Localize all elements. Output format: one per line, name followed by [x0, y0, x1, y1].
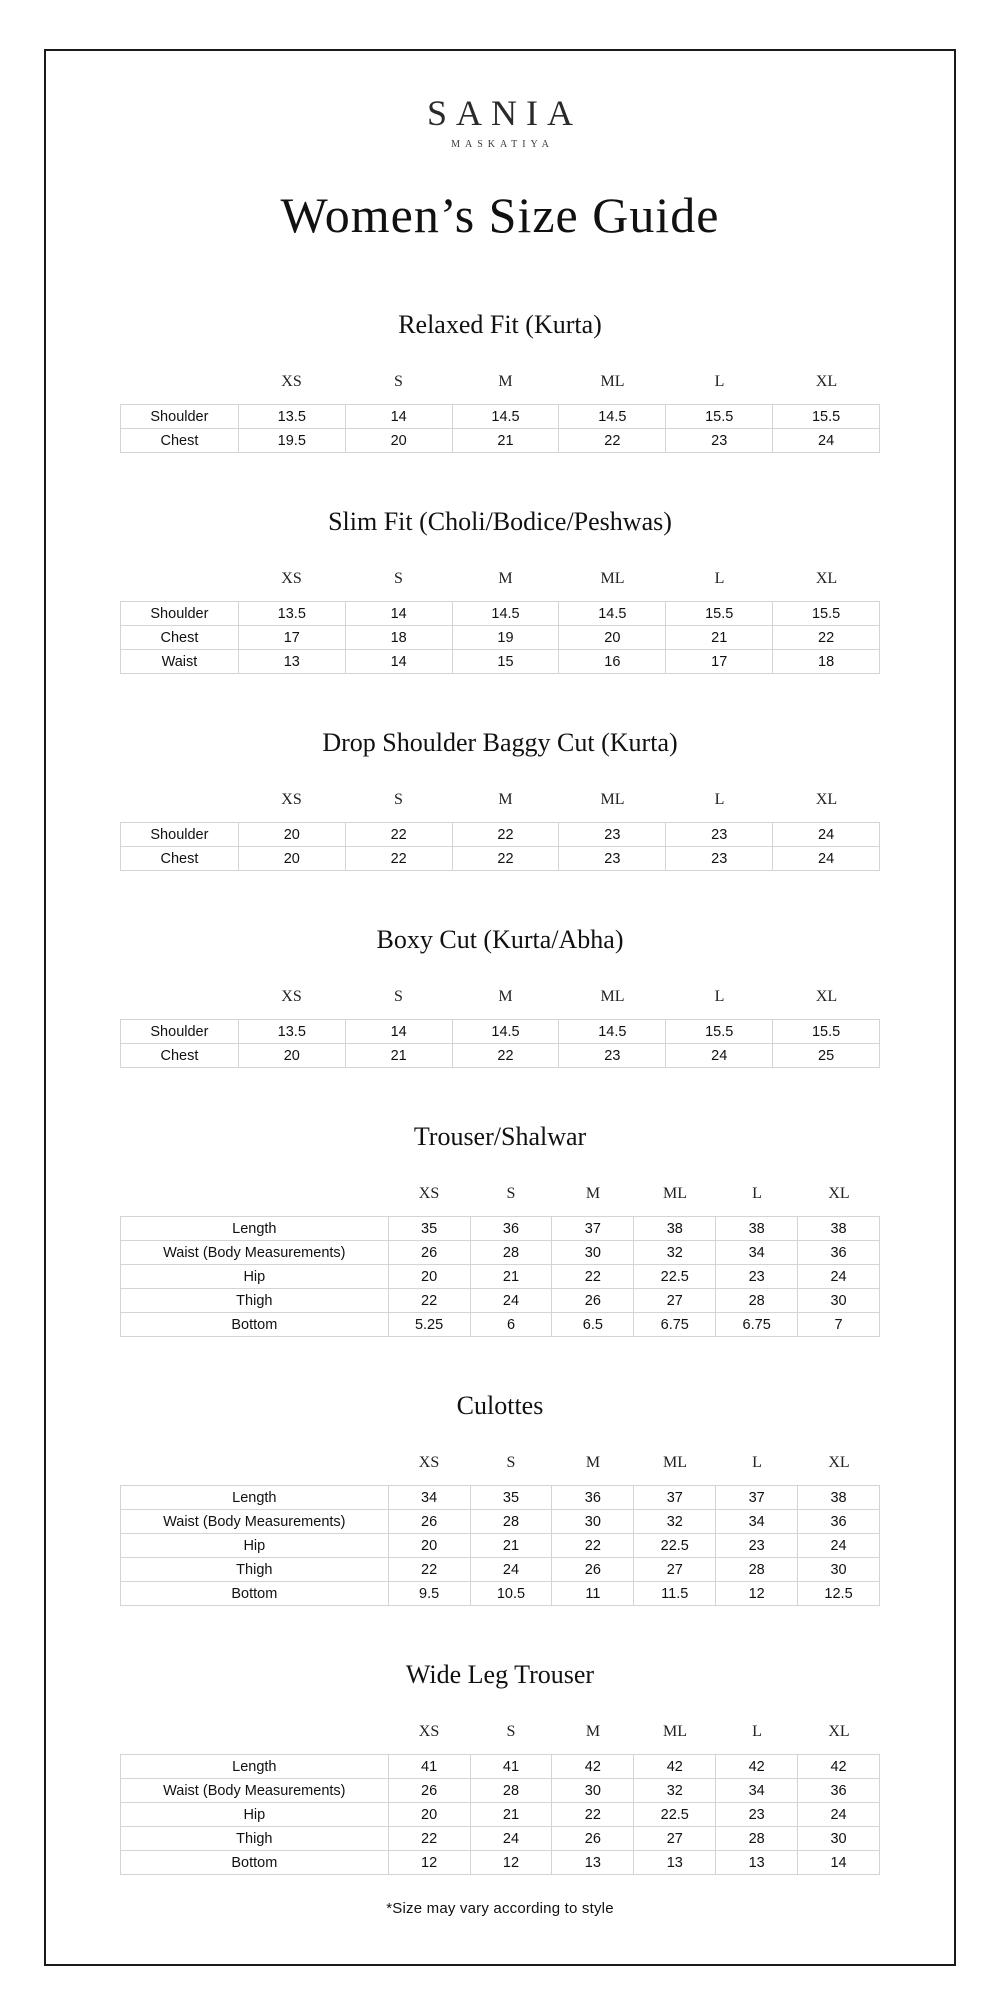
row-label: Hip — [121, 1534, 389, 1558]
measurement-value: 22.5 — [634, 1803, 716, 1827]
measurement-table — [120, 1485, 880, 1606]
row-label: Length — [121, 1755, 389, 1779]
measurement-value: 14 — [346, 602, 453, 626]
row-label: Waist (Body Measurements) — [121, 1241, 389, 1265]
measurement-value: 35 — [389, 1217, 471, 1241]
row-label: Chest — [121, 429, 239, 453]
measurement-value: 23 — [716, 1534, 798, 1558]
header-spacer — [120, 372, 238, 392]
measurement-value: 14.5 — [559, 1020, 666, 1044]
section-relaxed-fit — [120, 308, 880, 453]
measurement-value: 5.25 — [389, 1313, 471, 1337]
measurement-value: 20 — [389, 1803, 471, 1827]
measurement-value: 21 — [471, 1265, 553, 1289]
measurement-value: 15.5 — [773, 405, 880, 429]
size-column-header: XS — [281, 988, 302, 1005]
measurement-value: 18 — [346, 626, 453, 650]
size-column-header: ML — [600, 373, 625, 390]
measurement-value: 23 — [716, 1803, 798, 1827]
measurement-value: 22 — [389, 1827, 471, 1851]
table-row — [121, 1510, 880, 1534]
row-label: Hip — [121, 1803, 389, 1827]
size-column-header: L — [714, 570, 725, 587]
size-column-header: L — [714, 988, 725, 1005]
measurement-value: 14 — [346, 650, 453, 674]
measurement-value: 23 — [559, 1044, 666, 1068]
measurement-value: 35 — [471, 1486, 553, 1510]
measurement-value: 20 — [389, 1265, 471, 1289]
measurement-value: 23 — [559, 847, 666, 871]
measurement-value: 26 — [389, 1779, 471, 1803]
measurement-value: 30 — [552, 1779, 634, 1803]
row-label: Bottom — [121, 1851, 389, 1875]
measurement-value: 28 — [716, 1827, 798, 1851]
header-spacer — [120, 1722, 388, 1742]
size-column-header: ML — [663, 1454, 687, 1471]
table-row — [121, 1558, 880, 1582]
brand-tagline: MASKATIYA — [451, 139, 554, 150]
size-table-relaxed-fit — [120, 372, 880, 453]
row-label: Waist (Body Measurements) — [121, 1779, 389, 1803]
measurement-value: 36 — [552, 1486, 634, 1510]
size-column-header: ML — [600, 988, 625, 1005]
measurement-value: 12 — [389, 1851, 471, 1875]
measurement-value: 24 — [471, 1289, 553, 1313]
measurement-value: 22 — [559, 429, 666, 453]
table-row — [121, 1755, 880, 1779]
row-label: Waist — [121, 650, 239, 674]
size-column-header: M — [498, 988, 513, 1005]
size-column-header: S — [394, 988, 403, 1005]
size-column-header: S — [506, 1185, 516, 1202]
table-row — [121, 429, 880, 453]
table-row — [121, 1217, 880, 1241]
measurement-value: 28 — [471, 1241, 553, 1265]
size-column-header: ML — [600, 791, 625, 808]
measurement-value: 41 — [471, 1755, 553, 1779]
size-column-header: S — [394, 791, 403, 808]
measurement-table — [120, 404, 880, 453]
measurement-value: 22 — [552, 1534, 634, 1558]
size-column-header: XL — [828, 1454, 850, 1471]
size-column-header: L — [752, 1185, 762, 1202]
measurement-value: 21 — [471, 1534, 553, 1558]
size-header-row — [120, 569, 880, 589]
measurement-value: 22 — [389, 1289, 471, 1313]
measurement-value: 20 — [389, 1534, 471, 1558]
measurement-value: 14.5 — [453, 405, 560, 429]
measurement-value: 15.5 — [773, 1020, 880, 1044]
row-label: Length — [121, 1217, 389, 1241]
measurement-value: 36 — [798, 1779, 880, 1803]
measurement-value: 15.5 — [666, 405, 773, 429]
section-title: Relaxed Fit (Kurta) — [398, 310, 602, 339]
size-header-row — [120, 1722, 880, 1742]
size-column-header: XS — [418, 1723, 440, 1740]
measurement-value: 28 — [471, 1510, 553, 1534]
measurement-value: 14.5 — [559, 602, 666, 626]
measurement-value: 24 — [798, 1803, 880, 1827]
measurement-value: 20 — [346, 429, 453, 453]
row-label: Shoulder — [121, 405, 239, 429]
row-label: Shoulder — [121, 1020, 239, 1044]
measurement-value: 18 — [773, 650, 880, 674]
measurement-value: 21 — [346, 1044, 453, 1068]
size-column-header: XL — [828, 1723, 850, 1740]
row-label: Bottom — [121, 1313, 389, 1337]
table-row — [121, 1265, 880, 1289]
table-row — [121, 1044, 880, 1068]
measurement-value: 14 — [346, 1020, 453, 1044]
measurement-value: 28 — [471, 1779, 553, 1803]
measurement-value: 24 — [471, 1558, 553, 1582]
measurement-value: 6.75 — [634, 1313, 716, 1337]
page-title: Women’s Size Guide — [280, 187, 720, 243]
measurement-value: 22 — [453, 1044, 560, 1068]
measurement-value: 26 — [552, 1558, 634, 1582]
measurement-value: 38 — [798, 1217, 880, 1241]
row-label: Bottom — [121, 1582, 389, 1606]
measurement-value: 16 — [559, 650, 666, 674]
measurement-value: 26 — [389, 1241, 471, 1265]
measurement-value: 42 — [798, 1755, 880, 1779]
measurement-value: 23 — [666, 823, 773, 847]
measurement-value: 24 — [773, 429, 880, 453]
measurement-value: 13 — [552, 1851, 634, 1875]
measurement-value: 24 — [471, 1827, 553, 1851]
size-column-header: XS — [418, 1185, 440, 1202]
size-column-header: M — [585, 1454, 601, 1471]
measurement-value: 22 — [552, 1265, 634, 1289]
measurement-value: 42 — [634, 1755, 716, 1779]
row-label: Length — [121, 1486, 389, 1510]
measurement-value: 41 — [389, 1755, 471, 1779]
size-column-header: XL — [815, 373, 838, 390]
size-column-header: XL — [815, 791, 838, 808]
measurement-value: 14.5 — [453, 602, 560, 626]
measurement-value: 22 — [773, 626, 880, 650]
measurement-value: 24 — [798, 1534, 880, 1558]
measurement-value: 26 — [389, 1510, 471, 1534]
measurement-value: 22 — [453, 823, 560, 847]
measurement-value: 14.5 — [559, 405, 666, 429]
size-table-boxy-cut — [120, 987, 880, 1068]
row-label: Thigh — [121, 1827, 389, 1851]
section-boxy-cut — [120, 923, 880, 1068]
measurement-value: 19.5 — [239, 429, 346, 453]
size-column-header: XL — [815, 570, 838, 587]
measurement-value: 28 — [716, 1289, 798, 1313]
measurement-value: 37 — [552, 1217, 634, 1241]
measurement-value: 12 — [716, 1582, 798, 1606]
size-column-header: XS — [281, 373, 302, 390]
measurement-value: 21 — [453, 429, 560, 453]
table-row — [121, 1241, 880, 1265]
measurement-value: 27 — [634, 1289, 716, 1313]
size-table-slim-fit — [120, 569, 880, 674]
size-table-culottes — [120, 1453, 880, 1606]
size-column-header: XS — [281, 791, 302, 808]
measurement-value: 22 — [389, 1558, 471, 1582]
measurement-value: 13.5 — [239, 1020, 346, 1044]
measurement-value: 27 — [634, 1827, 716, 1851]
table-row — [121, 626, 880, 650]
row-label: Waist (Body Measurements) — [121, 1510, 389, 1534]
size-column-header: M — [498, 373, 513, 390]
measurement-value: 14 — [798, 1851, 880, 1875]
measurement-value: 38 — [798, 1486, 880, 1510]
measurement-value: 9.5 — [389, 1582, 471, 1606]
table-row — [121, 1289, 880, 1313]
measurement-value: 37 — [634, 1486, 716, 1510]
size-column-header: S — [506, 1723, 516, 1740]
measurement-value: 34 — [716, 1241, 798, 1265]
measurement-value: 34 — [389, 1486, 471, 1510]
measurement-value: 23 — [666, 847, 773, 871]
size-column-header: M — [585, 1185, 601, 1202]
size-column-header: M — [585, 1723, 601, 1740]
header-spacer — [120, 987, 238, 1007]
measurement-value: 15 — [453, 650, 560, 674]
measurement-value: 26 — [552, 1289, 634, 1313]
size-column-header: M — [498, 791, 513, 808]
measurement-value: 38 — [634, 1217, 716, 1241]
size-column-header: XL — [828, 1185, 850, 1202]
brand-logo: SANIA — [426, 93, 582, 133]
measurement-value: 23 — [666, 429, 773, 453]
measurement-value: 23 — [559, 823, 666, 847]
measurement-value: 21 — [666, 626, 773, 650]
footnote: *Size may vary according to style — [386, 1900, 614, 1917]
table-row — [121, 1779, 880, 1803]
measurement-value: 37 — [716, 1486, 798, 1510]
measurement-value: 34 — [716, 1510, 798, 1534]
section-slim-fit — [120, 505, 880, 674]
size-column-header: ML — [600, 570, 625, 587]
measurement-value: 24 — [666, 1044, 773, 1068]
measurement-value: 15.5 — [666, 1020, 773, 1044]
size-column-header: S — [506, 1454, 516, 1471]
table-row — [121, 1827, 880, 1851]
measurement-value: 36 — [798, 1510, 880, 1534]
measurement-value: 6 — [471, 1313, 553, 1337]
measurement-value: 25 — [773, 1044, 880, 1068]
size-column-header: S — [394, 570, 403, 587]
measurement-value: 19 — [453, 626, 560, 650]
table-row — [121, 1534, 880, 1558]
measurement-value: 24 — [773, 847, 880, 871]
measurement-value: 42 — [716, 1755, 798, 1779]
measurement-value: 32 — [634, 1241, 716, 1265]
size-column-header: S — [394, 373, 403, 390]
section-trouser-shalwar — [120, 1120, 880, 1337]
size-column-header: M — [498, 570, 513, 587]
measurement-value: 6.75 — [716, 1313, 798, 1337]
measurement-value: 10.5 — [471, 1582, 553, 1606]
measurement-value: 30 — [798, 1558, 880, 1582]
size-header-row — [120, 987, 880, 1007]
row-label: Chest — [121, 847, 239, 871]
size-header-row — [120, 1184, 880, 1204]
measurement-value: 13 — [634, 1851, 716, 1875]
measurement-value: 30 — [798, 1827, 880, 1851]
row-label: Hip — [121, 1265, 389, 1289]
measurement-value: 13.5 — [239, 602, 346, 626]
measurement-table — [120, 1019, 880, 1068]
header-spacer — [120, 1453, 388, 1473]
row-label: Shoulder — [121, 823, 239, 847]
measurement-value: 11.5 — [634, 1582, 716, 1606]
size-column-header: XS — [281, 570, 302, 587]
measurement-value: 22.5 — [634, 1534, 716, 1558]
size-column-header: XL — [815, 988, 838, 1005]
measurement-value: 28 — [716, 1558, 798, 1582]
measurement-value: 22 — [453, 847, 560, 871]
section-title: Slim Fit (Choli/Bodice/Peshwas) — [328, 507, 672, 536]
section-drop-shoulder — [120, 726, 880, 871]
measurement-value: 22 — [346, 847, 453, 871]
measurement-value: 13 — [239, 650, 346, 674]
table-row — [121, 1851, 880, 1875]
header-spacer — [120, 790, 238, 810]
size-column-header: L — [752, 1454, 762, 1471]
section-culottes — [120, 1389, 880, 1606]
measurement-value: 38 — [716, 1217, 798, 1241]
size-header-row — [120, 372, 880, 392]
size-column-header: L — [714, 791, 725, 808]
measurement-value: 13.5 — [239, 405, 346, 429]
measurement-value: 17 — [666, 650, 773, 674]
section-title: Culottes — [456, 1391, 544, 1420]
measurement-value: 32 — [634, 1779, 716, 1803]
measurement-value: 30 — [798, 1289, 880, 1313]
measurement-table — [120, 1754, 880, 1875]
section-title: Trouser/Shalwar — [413, 1122, 587, 1151]
measurement-value: 14.5 — [453, 1020, 560, 1044]
measurement-value: 20 — [239, 847, 346, 871]
table-row — [121, 602, 880, 626]
measurement-value: 30 — [552, 1241, 634, 1265]
table-row — [121, 1313, 880, 1337]
measurement-value: 22.5 — [634, 1265, 716, 1289]
measurement-value: 42 — [552, 1755, 634, 1779]
size-table-wide-leg-trouser — [120, 1722, 880, 1875]
table-row — [121, 1486, 880, 1510]
measurement-value: 20 — [239, 1044, 346, 1068]
header-spacer — [120, 1184, 388, 1204]
size-table-trouser-shalwar — [120, 1184, 880, 1337]
row-label: Thigh — [121, 1289, 389, 1313]
table-row — [121, 1020, 880, 1044]
measurement-value: 6.5 — [552, 1313, 634, 1337]
measurement-table — [120, 601, 880, 674]
measurement-value: 34 — [716, 1779, 798, 1803]
measurement-value: 32 — [634, 1510, 716, 1534]
measurement-value: 27 — [634, 1558, 716, 1582]
section-title: Boxy Cut (Kurta/Abha) — [376, 925, 624, 954]
measurement-value: 22 — [552, 1803, 634, 1827]
section-title: Wide Leg Trouser — [405, 1660, 595, 1689]
table-row — [121, 823, 880, 847]
size-column-header: XS — [418, 1454, 440, 1471]
row-label: Shoulder — [121, 602, 239, 626]
table-row — [121, 650, 880, 674]
section-wide-leg-trouser — [120, 1658, 880, 1875]
size-column-header: ML — [663, 1723, 687, 1740]
measurement-value: 13 — [716, 1851, 798, 1875]
size-column-header: ML — [663, 1185, 687, 1202]
table-row — [121, 1582, 880, 1606]
measurement-value: 17 — [239, 626, 346, 650]
measurement-table — [120, 1216, 880, 1337]
measurement-value: 12 — [471, 1851, 553, 1875]
page-frame — [44, 49, 956, 1966]
table-row — [121, 1803, 880, 1827]
measurement-value: 14 — [346, 405, 453, 429]
measurement-value: 11 — [552, 1582, 634, 1606]
measurement-value: 15.5 — [773, 602, 880, 626]
measurement-value: 36 — [471, 1217, 553, 1241]
measurement-value: 23 — [716, 1265, 798, 1289]
section-title: Drop Shoulder Baggy Cut (Kurta) — [322, 728, 678, 757]
measurement-value: 36 — [798, 1241, 880, 1265]
measurement-value: 7 — [798, 1313, 880, 1337]
measurement-value: 24 — [798, 1265, 880, 1289]
table-row — [121, 847, 880, 871]
size-header-row — [120, 790, 880, 810]
measurement-value: 20 — [239, 823, 346, 847]
measurement-table — [120, 822, 880, 871]
size-header-row — [120, 1453, 880, 1473]
measurement-value: 24 — [773, 823, 880, 847]
header-spacer — [120, 569, 238, 589]
size-table-drop-shoulder — [120, 790, 880, 871]
measurement-value: 30 — [552, 1510, 634, 1534]
size-column-header: L — [752, 1723, 762, 1740]
row-label: Chest — [121, 626, 239, 650]
measurement-value: 12.5 — [798, 1582, 880, 1606]
measurement-value: 21 — [471, 1803, 553, 1827]
measurement-value: 26 — [552, 1827, 634, 1851]
row-label: Thigh — [121, 1558, 389, 1582]
table-row — [121, 405, 880, 429]
measurement-value: 22 — [346, 823, 453, 847]
measurement-value: 20 — [559, 626, 666, 650]
size-column-header: L — [714, 373, 725, 390]
row-label: Chest — [121, 1044, 239, 1068]
measurement-value: 15.5 — [666, 602, 773, 626]
